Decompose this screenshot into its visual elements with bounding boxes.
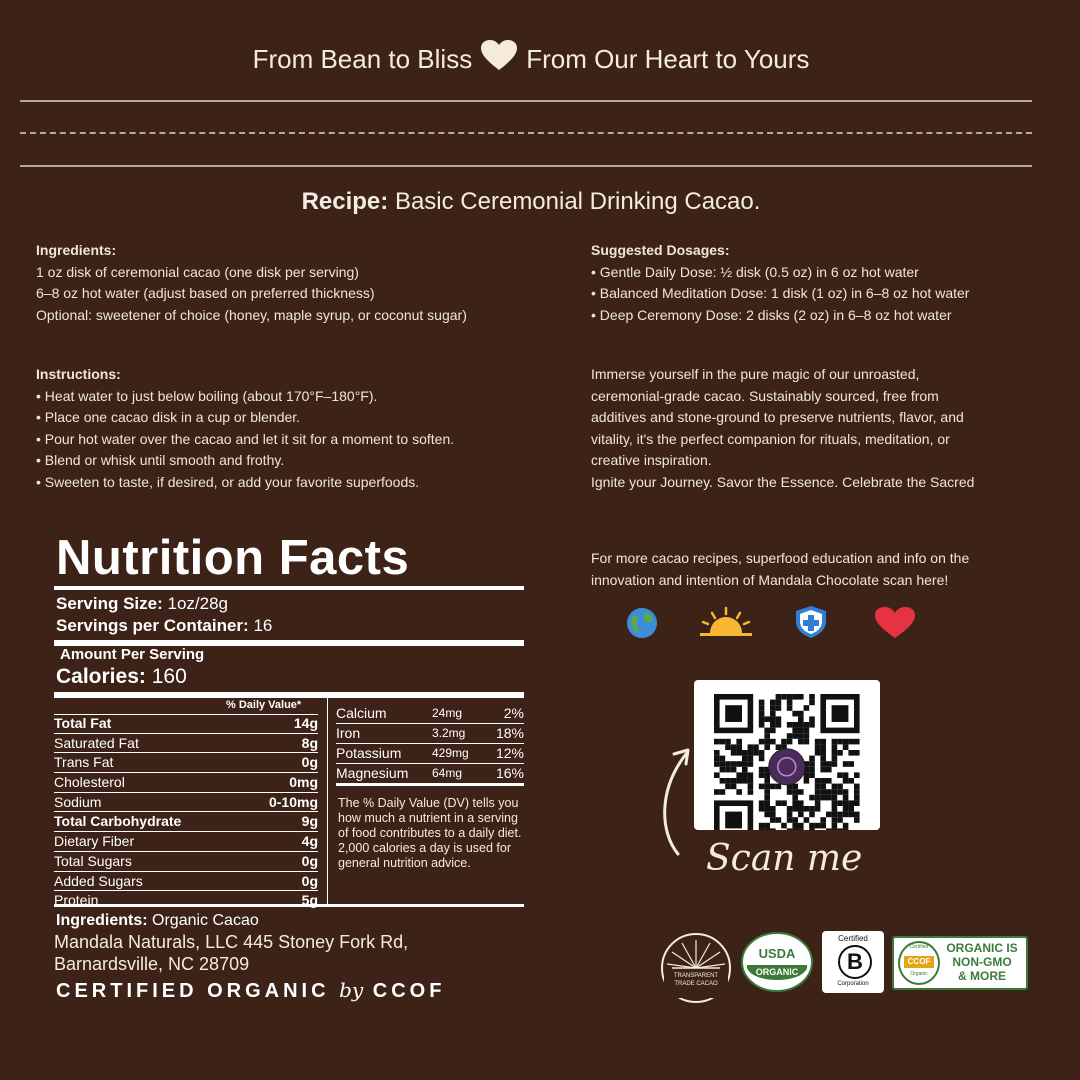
address-line-2: Barnardsville, NC 28709 [54, 954, 250, 974]
nutrient-row-protein: Protein 5g [54, 892, 318, 909]
shield-plus-icon [792, 604, 830, 640]
nutrition-rule [54, 904, 524, 907]
nutrient-row-added-sugars: Added Sugars 0g [54, 872, 318, 892]
globe-icon [624, 606, 660, 640]
dosages-block [591, 240, 969, 326]
nutrient-row-trans-fat: Trans Fat 0g [54, 753, 318, 773]
nutrition-column-divider [327, 698, 328, 904]
serving-size-value: 1oz/28g [167, 594, 228, 613]
heart-icon [480, 40, 518, 72]
recipe-name: Basic Ceremonial Drinking Cacao. [394, 188, 761, 215]
dv-header: % Daily Value* [226, 699, 302, 711]
serving-size [56, 594, 228, 614]
nutrient-row-dietary-fiber: Dietary Fiber 4g [54, 832, 318, 852]
dosages-heading: Suggested Dosages: [591, 242, 730, 258]
organic-line-3: & MORE [958, 969, 1006, 983]
divider-top [20, 100, 1032, 102]
address-line-1: Mandala Naturals, LLC 445 Stoney Fork Rd, [54, 932, 409, 952]
serving-size-label: Serving Size: [56, 594, 163, 613]
nutrient-row-total-fat: Total Fat 14g [54, 714, 318, 734]
instructions-block [36, 364, 454, 493]
tagline-left: From Bean to Bliss [252, 44, 473, 74]
calories-row [56, 665, 187, 689]
sunrise-icon [698, 606, 754, 640]
nutrition-title: Nutrition Facts [56, 531, 410, 585]
nutrient-row-total-carbohydrate: Total Carbohydrate 9g [54, 812, 318, 832]
more-info-line: innovation and intention of Mandala Chocolate scan here! [591, 571, 949, 588]
nutrition-rule [54, 586, 524, 590]
certified-organic: CERTIFIED ORGANIC by CCOF [56, 978, 446, 1002]
ingredient-item: Optional: sweetener of choice (honey, maple syrup, or coconut sugar) [36, 306, 467, 323]
scan-me-label: Scan me [706, 838, 863, 879]
description-line: Immerse yourself in the pure magic of our unroasted, [591, 366, 920, 382]
ingredient-item: 1 oz disk of ceremonial cacao (one disk per serving) [36, 263, 359, 280]
qr-code[interactable] [694, 680, 880, 830]
product-ingredients [56, 912, 259, 930]
instruction-item: • Pour hot water over the cacao and let it sit for a moment to soften. [36, 430, 455, 447]
mineral-row-magnesium: Magnesium 64mg 16% [336, 764, 524, 786]
curved-arrow-icon [652, 740, 696, 860]
product-ingredients-value: Organic Cacao [152, 912, 259, 929]
nutrient-row-sodium: Sodium 0-10mg [54, 793, 318, 813]
tagline-right: From Our Heart to Yours [526, 44, 810, 74]
instruction-item: • Heat water to just below boiling (about 170°F–180°F). [36, 387, 378, 404]
ccof-seal: Certified CCOF Organic [898, 941, 940, 985]
dosage-item: • Deep Ceremony Dose: 2 disks (2 oz) in 6–8 oz hot water [591, 306, 952, 323]
b-corp-badge: Certified B Corporation [822, 931, 884, 993]
servings-per-container [56, 616, 272, 636]
mineral-table [336, 704, 524, 786]
divider-bottom [20, 165, 1032, 167]
organic-line-1: ORGANIC IS [946, 941, 1018, 955]
ingredients-block [36, 240, 467, 326]
product-ingredients-label: Ingredients: [56, 912, 148, 929]
tagline [0, 40, 1062, 75]
daily-value-note: The % Daily Value (DV) tells you how much a nutrient in a serving of food contributes to a daily diet. 2,000 calories a day is used for general nutrition advice. [338, 796, 522, 870]
description-line: additives and stone-ground to preserve nutrients, flavor, and [591, 409, 964, 425]
description-line: ceremonial-grade cacao. Sustainably sourced, free from [591, 387, 939, 404]
description-line: vitality, it's the perfect companion for rituals, meditation, or [591, 430, 950, 447]
nutrition-rule [54, 692, 524, 698]
servings-value: 16 [253, 616, 273, 635]
nutrient-row-total-sugars: Total Sugars 0g [54, 852, 318, 872]
nutrient-row-saturated-fat: Saturated Fat 8g [54, 734, 318, 754]
instruction-item: • Sweeten to taste, if desired, or add your favorite superfoods. [36, 473, 420, 490]
instruction-item: • Place one cacao disk in a cup or blender. [36, 409, 301, 425]
calories-label: Calories: [56, 665, 146, 688]
more-info-block [591, 548, 969, 591]
dosage-item: • Balanced Meditation Dose: 1 disk (1 oz) in 6–8 oz hot water [591, 285, 970, 301]
description-line: creative inspiration. [591, 452, 712, 468]
usda-organic-badge: USDA ORGANIC [741, 932, 813, 992]
divider-dashed [20, 132, 1032, 134]
mineral-row-potassium: Potassium 429mg 12% [336, 744, 524, 764]
instructions-heading: Instructions: [36, 366, 121, 382]
instruction-item: • Blend or whisk until smooth and frothy. [36, 452, 285, 468]
description-block [591, 364, 974, 493]
ingredient-item: 6–8 oz hot water (adjust based on preferred thickness) [36, 285, 375, 301]
nutrient-table [54, 714, 318, 910]
recipe-label: Recipe: [301, 188, 389, 215]
transparent-trade-badge: TRANSPARENT TRADE CACAO [660, 932, 732, 1004]
nutrient-row-cholesterol: Cholesterol 0mg [54, 773, 318, 793]
calories-value: 160 [151, 665, 187, 688]
mineral-row-iron: Iron 3.2mg 18% [336, 724, 524, 744]
qr-code-graphic [694, 680, 880, 830]
description-line: Ignite your Journey. Savor the Essence. Celebrate the Sacred [591, 473, 975, 490]
servings-label: Servings per Container: [56, 616, 249, 635]
more-info-line: For more cacao recipes, superfood education and info on the [591, 550, 970, 566]
organic-non-gmo-badge [892, 936, 1028, 990]
recipe-title [0, 188, 1062, 216]
ingredients-heading: Ingredients: [36, 242, 117, 258]
certified-by: by [339, 978, 364, 1002]
mineral-row-calcium: Calcium 24mg 2% [336, 704, 524, 724]
organic-line-2: NON-GMO [952, 955, 1012, 969]
amount-per-serving: Amount Per Serving [60, 646, 205, 663]
heart-icon [874, 606, 916, 640]
dosage-item: • Gentle Daily Dose: ½ disk (0.5 oz) in 6 oz hot water [591, 263, 919, 280]
